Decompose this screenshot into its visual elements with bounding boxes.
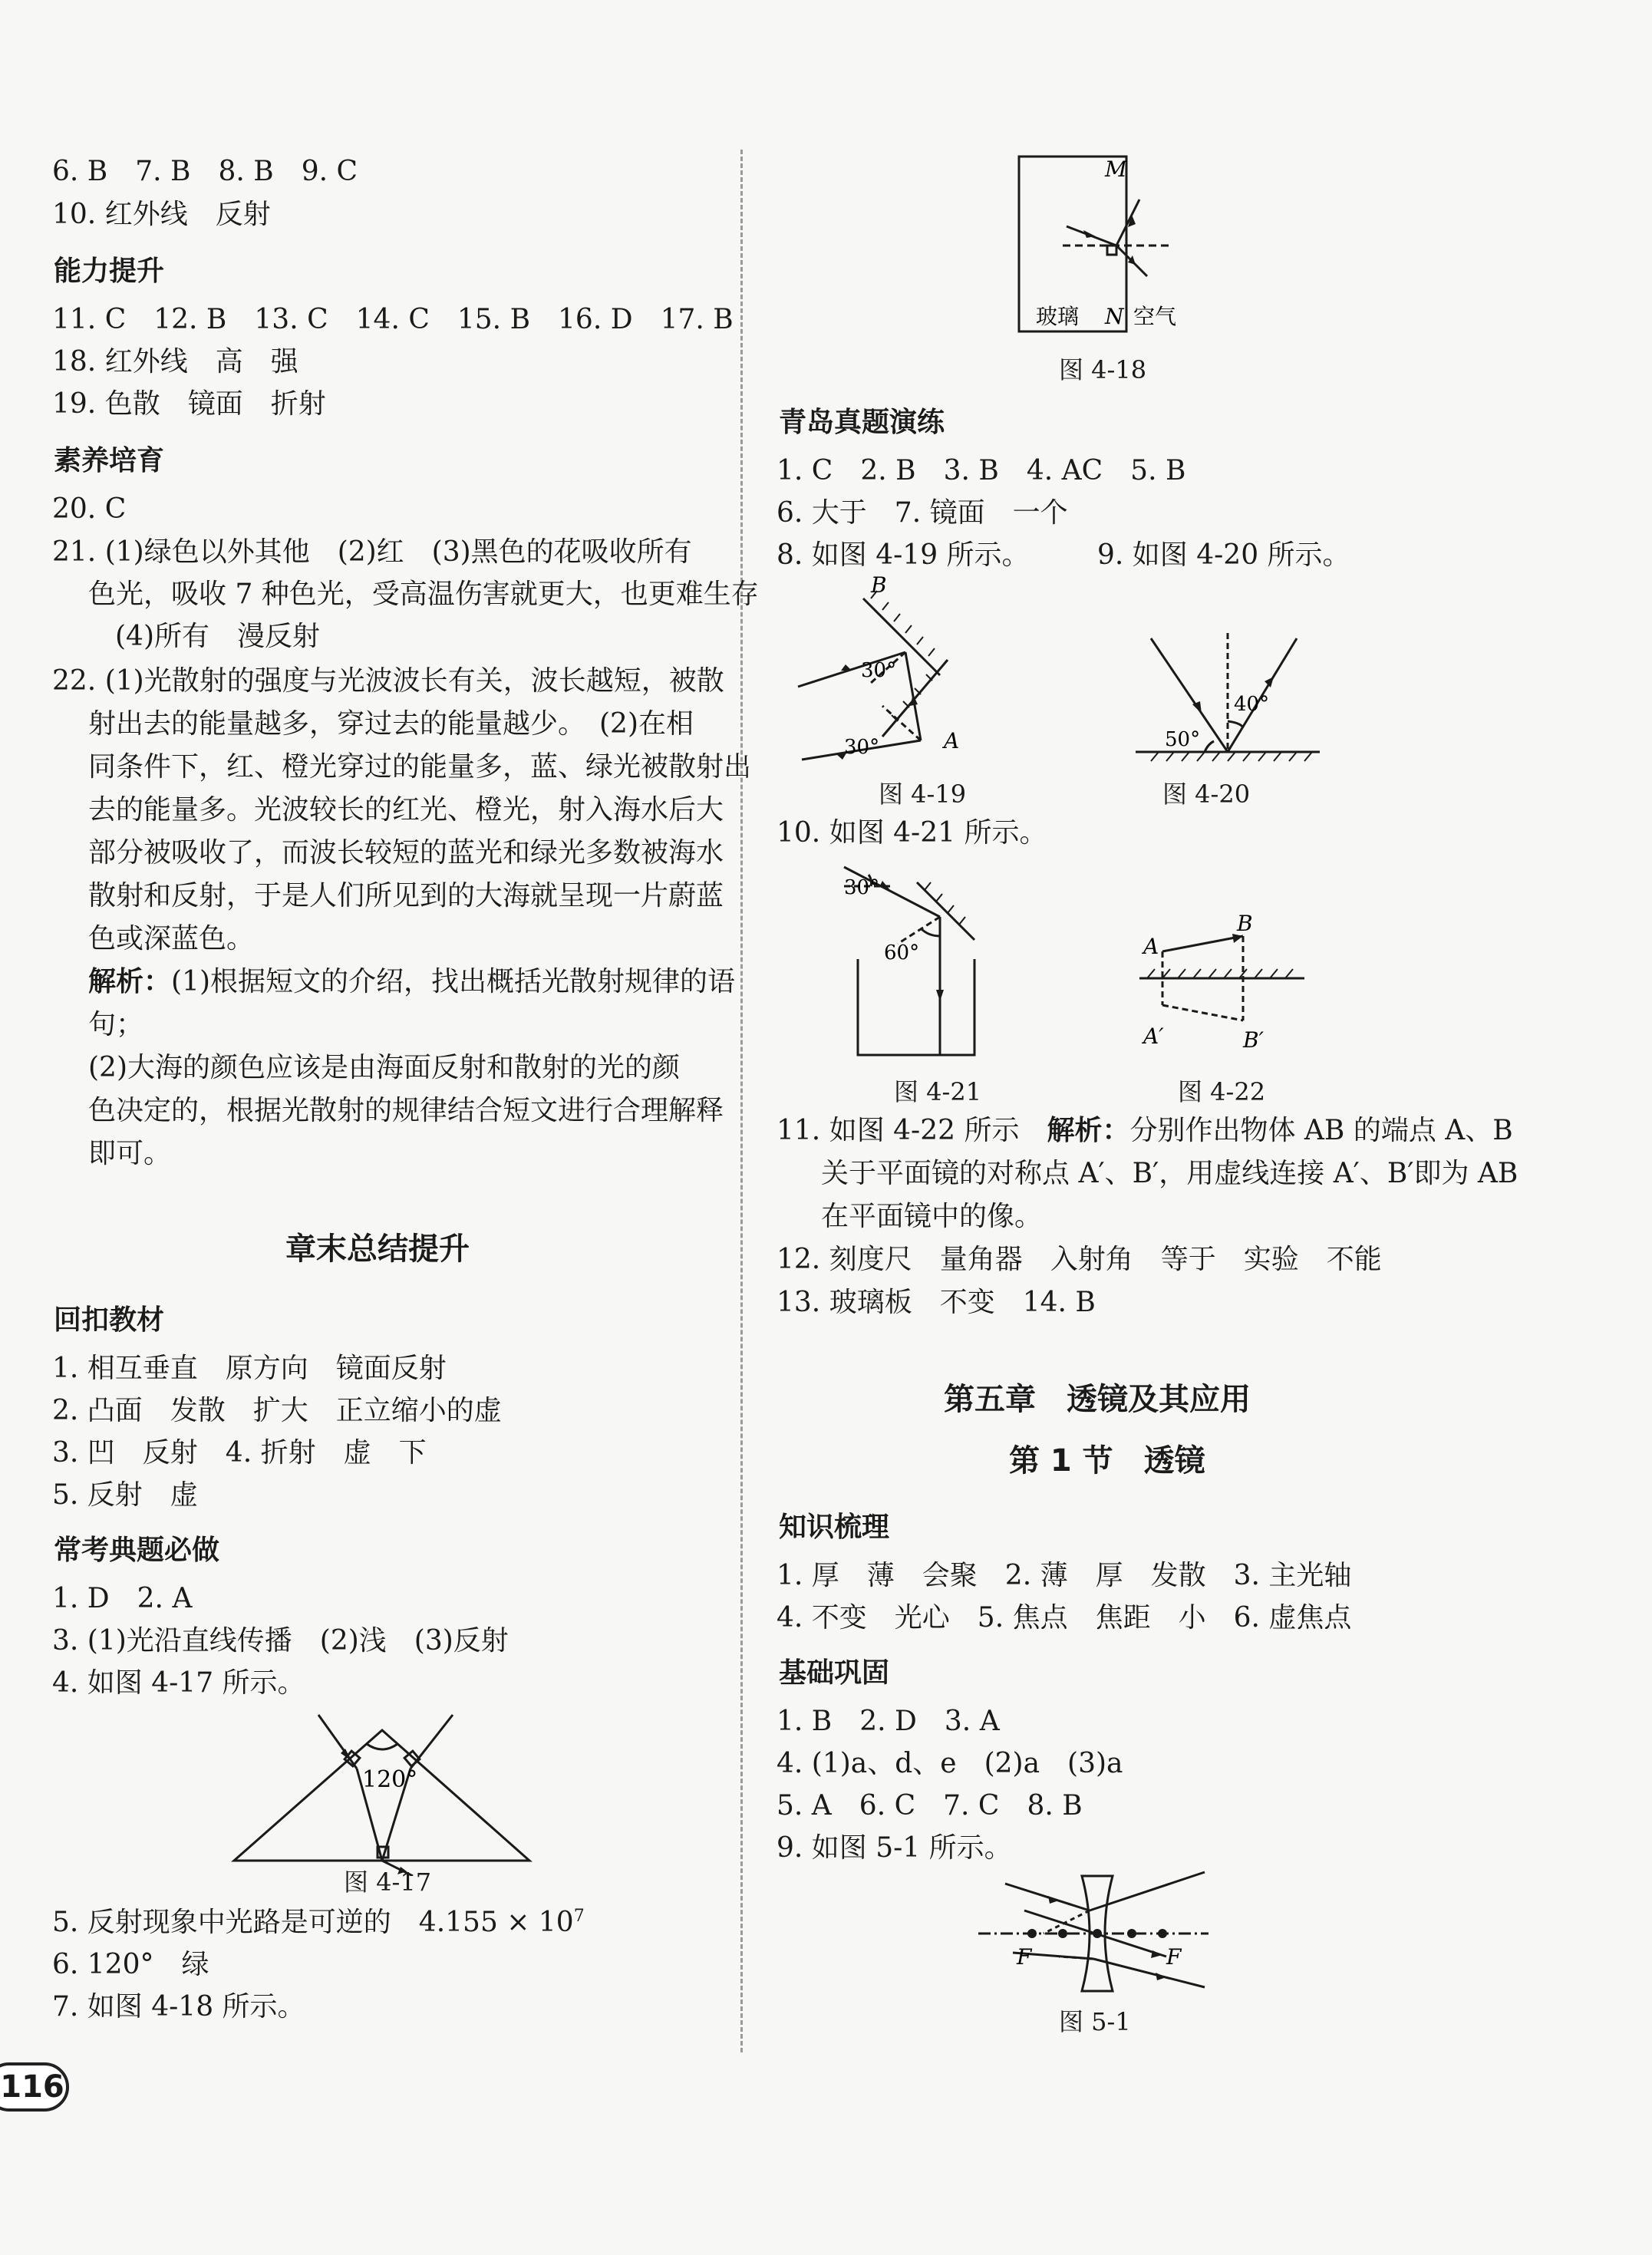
figure-4-21 <box>836 859 1005 1067</box>
answer-line: 13. 玻璃板 不变 14. B <box>777 1287 1096 1318</box>
fig418-m: M <box>1105 157 1127 182</box>
fig422-b: B <box>1237 911 1253 936</box>
answer-line: 色或深蓝色。 <box>88 923 255 954</box>
fig418-glass: 玻璃 <box>1036 304 1080 329</box>
answer-line: 21. (1)绿色以外其他 (2)红 (3)黑色的花吸收所有 <box>52 536 692 568</box>
subheading-ability: 能力提升 <box>54 256 165 287</box>
answer-line: 10. 如图 4-21 所示。 <box>777 817 1047 849</box>
analysis-label: 解析： <box>88 966 172 997</box>
answer-line: 5. A 6. C 7. C 8. B <box>777 1790 1083 1821</box>
object-ab <box>1162 936 1243 951</box>
answer-line: 同条件下，红、橙光穿过的能量多，蓝、绿光被散射出 <box>88 751 752 783</box>
answer-line: 20. C <box>52 493 127 525</box>
fig419-angle-1: 30° <box>861 659 897 682</box>
figure-4-19 <box>790 575 974 767</box>
subheading-review: 回扣教材 <box>54 1304 165 1336</box>
figure-4-17 <box>223 1707 545 1876</box>
fig421-angle-1: 30° <box>844 876 880 899</box>
fig51-caption: 图 5-1 <box>1059 2007 1131 2036</box>
fig422-b-prime: B′ <box>1243 1027 1264 1053</box>
answer-line: 5. 反射现象中光路是可逆的 $4.155 \times 10^7$ <box>52 1907 585 1938</box>
answer-line: 4. 如图 4-17 所示。 <box>52 1667 305 1699</box>
section-title: 章末总结提升 <box>285 1231 470 1267</box>
answer-line: 6. B 7. B 8. B 9. C <box>52 156 358 187</box>
analysis-line: (2)大海的颜色应该是由海面反射和散射的光的颜 <box>88 1052 680 1083</box>
answer-line: 色光，吸收 7 种色光，受高温伤害就更大，也更难生存 <box>88 579 759 610</box>
fig51-f-right: F <box>1166 1944 1182 1970</box>
fig420-caption: 图 4-20 <box>1162 780 1251 809</box>
fig422-caption: 图 4-22 <box>1178 1077 1266 1106</box>
answer-line: 6. 大于 7. 镜面 一个 <box>777 497 1068 529</box>
answer-line: 3. (1)光沿直线传播 (2)浅 (3)反射 <box>52 1625 509 1657</box>
answer-line: 5. 反射 虚 <box>52 1479 198 1511</box>
answer-line: 关于平面镜的对称点 A′、B′，用虚线连接 A′、B′即为 AB <box>821 1158 1518 1189</box>
answer-line: 4. (1)a、d、e (2)a (3)a <box>777 1748 1123 1779</box>
subheading-qingdao: 青岛真题演练 <box>779 407 945 438</box>
answer-line: 11. 如图 4-22 所示 解析：分别作出物体 AB 的端点 A、B <box>777 1115 1513 1146</box>
subheading-typical: 常考典题必做 <box>54 1535 220 1566</box>
answer-line: 散射和反射，于是人们所见到的大海就呈现一片蔚蓝 <box>88 880 724 912</box>
analysis-line: 即可。 <box>88 1138 172 1169</box>
fig421-angle-2: 60° <box>884 941 920 964</box>
figure-4-22 <box>1136 909 1312 1063</box>
answer-line: 3. 凹 反射 4. 折射 虚 下 <box>52 1437 427 1469</box>
answer-line: 9. 如图 4-20 所示。 <box>1097 539 1350 571</box>
fig51-f-left: F <box>1017 1944 1032 1970</box>
answer-line: 1. B 2. D 3. A <box>777 1706 1000 1737</box>
figure-5-1 <box>974 1868 1212 1999</box>
fig420-angle-1: 40° <box>1234 693 1270 716</box>
answer-line: 10. 红外线 反射 <box>52 199 271 230</box>
fig418-caption: 图 4-18 <box>1059 355 1147 384</box>
ray-top-in <box>1005 1884 1090 1910</box>
analysis-label: 解析： <box>1047 1115 1130 1146</box>
subheading-literacy: 素养培育 <box>54 445 165 476</box>
image-ab <box>1162 1005 1243 1020</box>
answer-line: 4. 不变 光心 5. 焦点 焦距 小 6. 虚焦点 <box>777 1602 1352 1634</box>
fig420-angle-2: 50° <box>1165 728 1201 751</box>
answer-line: 1. 相互垂直 原方向 镜面反射 <box>52 1353 447 1384</box>
subheading-knowledge: 知识梳理 <box>779 1512 890 1543</box>
answer-line: 18. 红外线 高 强 <box>52 346 298 377</box>
figure-4-18 <box>1013 153 1182 338</box>
fig419-caption: 图 4-19 <box>879 780 967 809</box>
container <box>858 959 974 1055</box>
answer-line: 在平面镜中的像。 <box>821 1201 1043 1232</box>
answer-line: 1. C 2. B 3. B 4. AC 5. B <box>777 455 1186 486</box>
answer-line: 19. 色散 镜面 折射 <box>52 388 326 420</box>
answer-line: 去的能量多。光波较长的红光、橙光，射入海水后大 <box>88 794 724 826</box>
subheading-basics: 基础巩固 <box>779 1657 890 1689</box>
chapter-title: 第五章 透镜及其应用 <box>944 1382 1251 1417</box>
answer-line: 部分被吸收了，而波长较短的蓝光和绿光多数被海水 <box>88 837 724 869</box>
answer-line: 12. 刻度尺 量角器 入射角 等于 实验 不能 <box>777 1244 1382 1275</box>
answer-line: 射出去的能量越多，穿过去的能量越少。 (2)在相 <box>88 708 694 740</box>
analysis-line: 句； <box>88 1009 144 1040</box>
answer-line: 8. 如图 4-19 所示。 <box>777 539 1030 571</box>
analysis-line: 解析：(1)根据短文的介绍，找出概括光散射规律的语 <box>88 966 736 997</box>
section-title: 第 1 节 透镜 <box>1009 1443 1205 1479</box>
fig422-a-prime: A′ <box>1143 1024 1164 1049</box>
answer-line: 11. C 12. B 13. C 14. C 15. B 16. D 17. B <box>52 304 734 335</box>
figure-4-20 <box>1128 629 1327 767</box>
column-divider <box>740 150 743 2052</box>
answer-line: 1. 厚 薄 会聚 2. 薄 厚 发散 3. 主光轴 <box>777 1560 1352 1591</box>
fig421-caption: 图 4-21 <box>894 1077 982 1106</box>
ray-top-out <box>1090 1872 1205 1910</box>
answer-line: (4)所有 漫反射 <box>115 621 320 652</box>
fig419-b: B <box>871 575 887 598</box>
page-number: 116 <box>0 2062 69 2112</box>
fig417-caption: 图 4-17 <box>344 1868 432 1897</box>
fig418-n: N <box>1105 304 1124 329</box>
answer-line: 6. 120° 绿 <box>52 1949 209 1980</box>
fig418-air: 空气 <box>1133 304 1177 329</box>
answer-line: 22. (1)光散射的强度与光波波长有关，波长越短，被散 <box>52 665 724 697</box>
answer-line: 9. 如图 5-1 所示。 <box>777 1832 1012 1864</box>
answer-line: 7. 如图 4-18 所示。 <box>52 1991 305 2023</box>
fig419-angle-2: 30° <box>844 736 880 759</box>
fig417-angle: 120° <box>362 1766 418 1793</box>
answer-line: 1. D 2. A <box>52 1583 193 1614</box>
answer-line: 2. 凸面 发散 扩大 正立缩小的虚 <box>52 1395 502 1426</box>
analysis-line: 色决定的，根据光散射的规律结合短文进行合理解释 <box>88 1095 724 1126</box>
fig419-a: A <box>944 728 960 753</box>
fig422-a: A <box>1143 934 1159 959</box>
